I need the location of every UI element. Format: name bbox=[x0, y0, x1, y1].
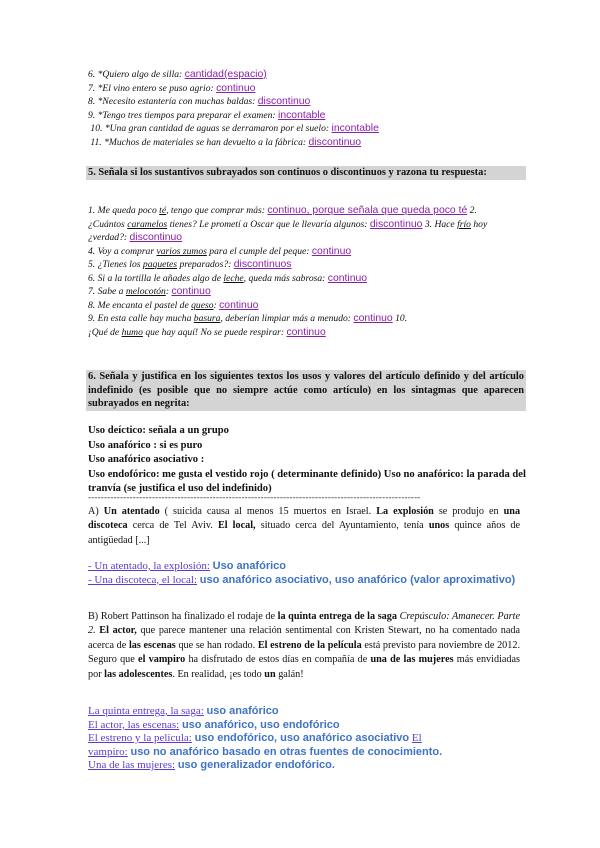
list-item: 8. *Necesito estantería con muchas baldas: discontinuo bbox=[88, 96, 311, 107]
answer-line: El estreno y la película: uso endofórico, uso anafórico asociativo El bbox=[88, 732, 422, 745]
answer-text: cantidad(espacio) bbox=[184, 69, 267, 80]
answer-text: incontable bbox=[331, 123, 379, 134]
list-item: 4. Voy a comprar varios zumos para el cumple del peque: continuo bbox=[88, 245, 352, 257]
answer-line: - Un atentado, la explosión: Uso anafórico bbox=[88, 560, 286, 572]
divider: -------------------------------------------------------------------------------------------------------- bbox=[88, 492, 421, 502]
list-item: 5. ¿Tienes los paquetes preparados?: discontinuos bbox=[88, 259, 292, 270]
exercise-list-top bbox=[88, 68, 548, 149]
answer-text: discontinuo bbox=[308, 136, 362, 148]
list-item: 1. Me queda poco té, tengo que comprar más: continuo, porque señala que queda poco té 2. bbox=[88, 205, 477, 216]
answer-line: La quinta entrega, la saga: uso anafórico bbox=[88, 705, 279, 717]
answer-line: El actor, las escenas: uso anafórico, uso endofórico bbox=[88, 718, 340, 731]
answer-text: incontable bbox=[278, 109, 326, 121]
list-item: 8. Me encanta el pastel de queso: continuo bbox=[88, 299, 259, 311]
section-5-heading: 5. Señala si los sustantivos subrayados son continuos o discontinuos y razona tu respuesta: bbox=[86, 166, 526, 180]
answers-a bbox=[88, 560, 528, 587]
answer-line: vampiro: uso no anafórico basado en otras fuentes de conocimiento. bbox=[88, 745, 443, 758]
section-6-heading: 6. Señala y justifica en los siguientes textos los usos y valores del artículo definido y del artículo indefinido (es posible que no siempre actúe como artículo) en los sintagmas que aparecen subrayados en negrita: bbox=[88, 371, 524, 409]
text-b: B) Robert Pattinson ha finalizado el rodaje de la quinta entrega de la saga Crepúsculo: Amanecer. Parte 2. El actor, que parece mantener una relación sentimental con Kristen Stewart, no ha comentado nada acerca de las escenas que se han rodado. El estreno de la película está previsto para noviembre de 2012. Seguro que el vampiro ha disfrutado de estos días en compañía de una de las mujeres más envidiadas por las adolescentes. En realidad, ¡es todo un galán! bbox=[88, 611, 521, 680]
text-a: A) Un atentado ( suicida causa al menos 15 muertos en Israel. La explosión se produjo en una discoteca cerca de Tel Aviv. El local, situado cerca del Ayuntamiento, tenía unos quince años de antigüedad [...] bbox=[88, 506, 521, 546]
answers-b bbox=[88, 705, 528, 773]
list-item: ¿Cuántos caramelos tienes? Le prometí a Oscar que le llevaría algunos: discontinuo 3. Hace frío hoy bbox=[88, 218, 488, 230]
list-item: ¿verdad?: discontinuo bbox=[88, 232, 183, 243]
answer-text: discontinuo bbox=[257, 96, 311, 107]
exercise-list-5 bbox=[88, 204, 520, 339]
list-item: 10. *Una gran cantidad de aguas se derramaron por el suelo: incontable bbox=[90, 123, 379, 134]
list-item: 9. *Tengo tres tiempos para preparar el examen: incontable bbox=[88, 109, 326, 121]
list-item: ¡Qué de humo que hay aquí! No se puede respirar: continuo bbox=[88, 326, 326, 338]
answer-line: Una de las mujeres: uso generalizador endofórico. bbox=[88, 759, 335, 772]
uses-summary: Uso deíctico: señala a un grupo Uso anafórico : si es puro Uso anafórico asociativo : Uso endofórico: me gusta el vestido rojo ( determinante definido) Uso no anafórico: la parada del tranvía (se justifica el uso del indefinido) bbox=[88, 425, 526, 495]
answer-line: - Una discoteca, el local: uso anafórico asociativo, uso anafórico (valor aproximativo) bbox=[88, 573, 516, 586]
list-item: 9. En esta calle hay mucha basura, deberían limpiar más a menudo: continuo 10. bbox=[88, 313, 408, 324]
list-item: 7. Sabe a melocotón: continuo bbox=[88, 286, 211, 297]
list-item: 6. *Quiero algo de silla: cantidad(espacio) bbox=[88, 69, 267, 80]
list-item: 6. Si a la tortilla le añades algo de leche, queda más sabrosa: continuo bbox=[88, 272, 368, 284]
answer-text: continuo bbox=[216, 82, 256, 94]
list-item: 7. *El vino entero se puso agrio: continuo bbox=[88, 82, 256, 94]
list-item: 11. *Muchos de materiales se han devuelto a la fábrica: discontinuo bbox=[90, 136, 362, 148]
